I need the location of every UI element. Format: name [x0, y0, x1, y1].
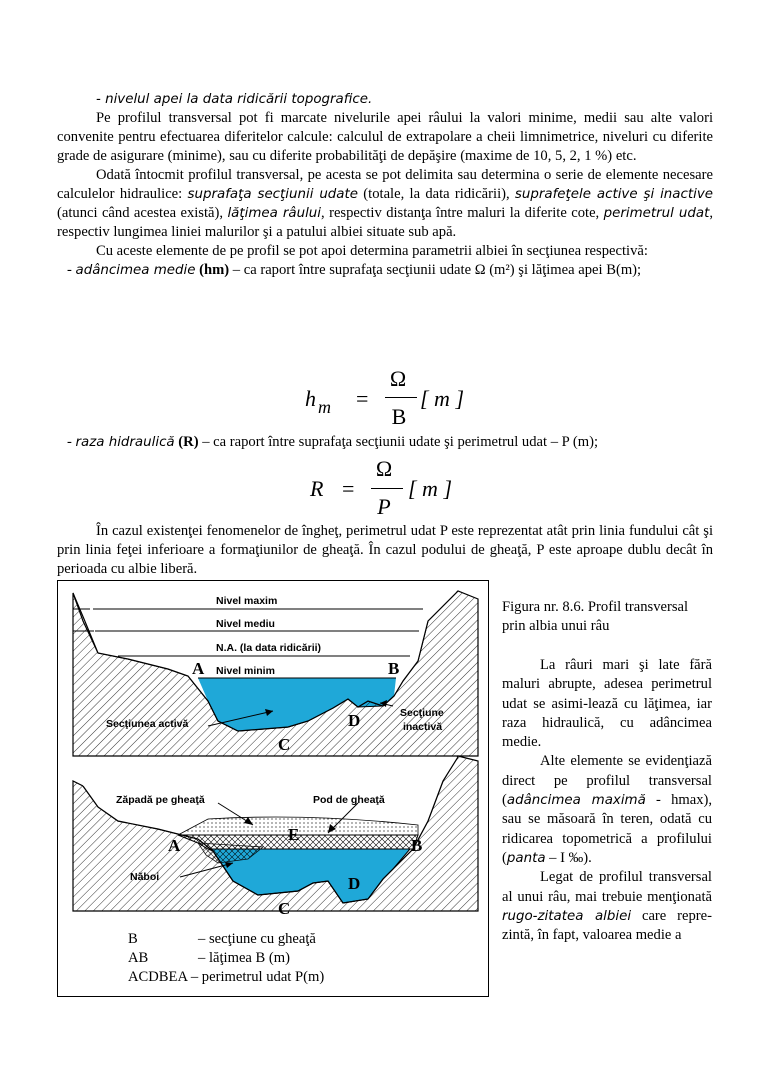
- label-sectiune-inactiva-1: Secţiune: [400, 707, 444, 719]
- legend-row: AB – lăţimea B (m): [128, 950, 290, 966]
- point-c-top: C: [278, 735, 291, 754]
- label-sectiune-inactiva-2: inactivă: [403, 721, 443, 733]
- point-b-bottom: B: [411, 836, 423, 855]
- legend-row: ACDBEA – perimetrul udat P(m): [128, 969, 325, 985]
- point-d-bottom: D: [348, 874, 361, 893]
- label-sectiunea-activa: Secţiunea activă: [106, 718, 189, 730]
- label-pod-gheata: Pod de gheaţă: [313, 794, 385, 806]
- label-naboi: Năboi: [130, 871, 160, 883]
- point-a-top: A: [192, 659, 205, 678]
- para-elements: Odată întocmit profilul transversal, pe acesta se pot delimita sau determina o serie de elemente necesare calculelor hidraulice: suprafaţa secţiunii udate (totale, la data ridicării), suprafeţele active şi inactive (atunci când acestea există), lăţimea râului, respectiv distanţa între maluri la diferite cote, perimetrul udat, respectiv lungimea liniei malurilor şi a patului albiei situate sub apă.: [57, 167, 713, 240]
- side-para-3: Legat de profilul transversal al unui râu, mai trebuie menţionată rugo-zitatea albiei care repre-zintă, în fapt, valoarea medie a: [502, 869, 712, 944]
- main-text: [57, 90, 713, 280]
- side-text: [502, 656, 712, 945]
- label-na: N.A. (la data ridicării): [216, 642, 322, 654]
- point-d-top: D: [348, 711, 361, 730]
- para-lead: - nivelul apei la data ridicării topografice.: [96, 92, 373, 107]
- para-ice: În cazul existenţei fenomenelor de îngheţ, perimetrul udat P este reprezentat atât prin linia fundului cât şi prin linia feţei inferioare a formaţiunilor de gheaţă. În cazul podului de gheaţă, P este aproape dublu decât în perioada cu albie liberă.: [57, 523, 713, 577]
- label-nivel-mediu: Nivel mediu: [216, 618, 275, 630]
- bottom-diagram: [73, 756, 478, 911]
- para-levels: Pe profilul transversal pot fi marcate nivelurile apei râului la valori minime, medii sau alte valori convenite pentru efectuarea diferitelor calcule: calculul de extrapolare a cheii limnimetrice, niveluri cu diferite grade de asigurare (minime), sau cu diferite probabilităţi de depăşire (maxime de 10, 5, 2, 1 %) etc.: [57, 110, 713, 164]
- side-para-2: Alte elemente se evidenţiază direct pe profilul transversal (adâncimea maximă - hmax), sau se măsoară în teren, odată cu ridicarea topometrică a profilului (panta – I ‰).: [502, 753, 713, 866]
- figure-legend: [128, 930, 324, 987]
- label-nivel-minim: Nivel minim: [216, 665, 275, 677]
- side-para-1: La râuri mari şi late fără maluri abrupte, adesea perimetrul udat se asimi-lează cu lăţimea, iar raza hidraulică, cu adâncimea medie.: [502, 657, 712, 751]
- point-b-top: B: [388, 659, 400, 678]
- point-e-bottom: E: [288, 825, 300, 844]
- legend-row: B – secţiune cu gheaţă: [128, 931, 316, 947]
- point-a-bottom: A: [168, 836, 181, 855]
- item-hydraulic-radius: - raza hidraulică (R) – ca raport între suprafaţa secţiunii udate şi perimetrul udat – P (m);: [67, 434, 599, 450]
- label-zapada: Zăpadă pe gheaţă: [116, 794, 205, 806]
- point-c-bottom: C: [278, 899, 291, 918]
- para-params: Cu aceste elemente de pe profil se pot apoi determina parametrii albiei în secţiunea respectivă:: [96, 243, 648, 259]
- label-nivel-maxim: Nivel maxim: [216, 595, 278, 607]
- item-mean-depth: - adâncimea medie (hm) – ca raport între suprafaţa secţiunii udate Ω (m²) şi lăţimea apei B(m);: [67, 262, 642, 278]
- document-page: - nivelul apei la data ridicării topografice. Pe profilul transversal pot fi marcate nivelurile apei râului la valori minime, medii sau alte valori convenite pentru efectuarea diferitelor calcule: calculul de extrapolare a cheii limnimetrice, niveluri cu diferite grade de asigurare (minime), sau cu diferite probabilităţi de depăşire (maxime de 10, 5, 2, 1 %) etc. Odată întocmit profilul transversal, pe acesta se pot delimita sau determina o serie de elemente necesare calculelor hidraulice: suprafaţa secţiunii udate (totale, la data ridicării), suprafeţele active şi inactive (atunci când acestea există), lăţimea râului, respectiv distanţa între maluri la diferite cote, perimetrul udat, respectiv lungimea liniei malurilor şi a patului albiei situate sub apă. Cu aceste elemente de pe profil se pot apoi determina parametrii albiei în secţiunea respectivă: - adâncimea medie (hm) – ca raport între suprafaţa secţiunii udate Ω (m²) şi lăţimea apei B(m); h m = Ω B [ m ] - raza hidraulică (R) – ca raport între suprafaţa secţiunii udate şi perimetrul udat – P (m); R = Ω P [ m ] În cazul existenţei fenomenelor de îngheţ, perimetrul udat P este reprezentat atât prin linia fundului cât şi prin linia feţei inferioare a formaţiunilor de gheaţă. În cazul podului de gheaţă, P este aproape dublu decât în perioada cu albie liberă. Nivel maxim Nivel mediu N.A. (la data ridicării) Nivel minim Secţiunea activă Secţiune inactivă A B C D Zăpadă pe gheaţă Pod de gheaţă Năboi A B C D E B – secţiune cu gheaţă AB – lăţimea B (m) ACDBEA – perimetrul udat P(m) Figura nr. 8.6. Profil transversal prin albia unui râu La râuri mari şi late fără maluri abrupte, adesea perimetrul udat se asimi-lează cu lăţimea, iar raza hidraulică, cu adâncimea medie. Alte elemente se evidenţiază direct pe profilul transversal (adâncimea maximă - hmax), sau se măsoară în teren, odată cu ridicarea topometrică a profilului (panta – I ‰). Legat de profilul transversal al unui râu, mai trebuie menţionată rugo-zitatea albiei care repre-zintă, în fapt, valoarea medie a: [0, 0, 768, 1086]
- figure-caption: Figura nr. 8.6. Profil transversal prin albia unui râu: [502, 599, 689, 634]
